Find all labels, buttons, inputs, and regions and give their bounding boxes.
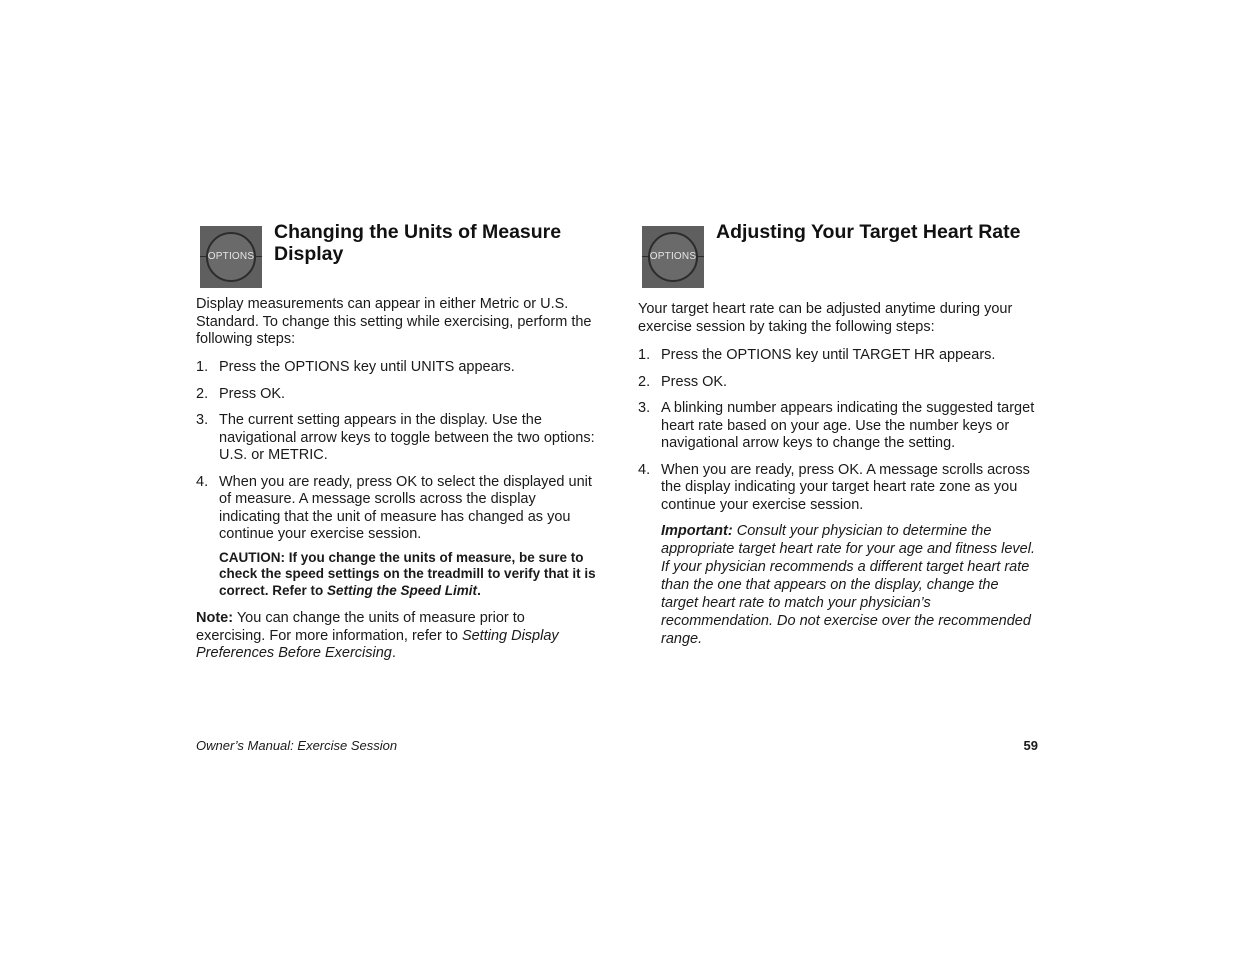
- options-key-icon: OPTIONS: [200, 226, 262, 288]
- footer-manual-title: Owner’s Manual: Exercise Session: [196, 738, 398, 753]
- list-item: 1. Press the OPTIONS key until UNITS appears.: [196, 359, 515, 375]
- section-heading: Adjusting Your Target Heart Rate: [716, 221, 1021, 243]
- caution-text: CAUTION: If you change the units of measure, be sure to check the speed settings on the treadmill to verify that it is correct. Refer to Setting the Speed Limit.: [219, 549, 596, 598]
- steps-list: [196, 359, 596, 608]
- page-number: 59: [1023, 738, 1038, 753]
- note-paragraph: Note: You can change the units of measure prior to exercising. For more information, refer to Setting Display Preferences Before Exercising.: [196, 610, 559, 661]
- intro-paragraph: Display measurements can appear in either Metric or U.S. Standard. To change this setting while exercising, perform the following steps:: [196, 296, 592, 347]
- steps-list: [638, 347, 1038, 657]
- list-item: 4. When you are ready, press OK. A message scrolls across the display indicating your target heart rate zone as you continue your exercise session.: [638, 461, 1030, 513]
- intro-paragraph: Your target heart rate can be adjusted anytime during your exercise session by taking the following steps:: [638, 301, 1013, 335]
- list-item: 2. Press OK.: [638, 373, 728, 390]
- list-item: 3. A blinking number appears indicating the suggested target heart rate based on your age. Use the number keys or navigational arrow keys to change the setting.: [638, 400, 1035, 451]
- options-key-icon: OPTIONS: [642, 226, 704, 288]
- section-heading: Changing the Units of Measure Display: [274, 221, 562, 265]
- important-note: Important: Consult your physician to determine the appropriate target heart rate for your age and fitness level. If your physician recommends a different target heart rate than the one that appears on the display, change the target heart rate to match your physician’s recommendation. Do not exercise over the recommended range.: [661, 523, 1035, 647]
- list-item: 3. The current setting appears in the display. Use the navigational arrow keys to toggle between the two options: U.S. or METRIC.: [196, 412, 595, 463]
- list-item: 1. Press the OPTIONS key until TARGET HR appears.: [638, 347, 996, 363]
- list-item: 2. Press OK.: [196, 385, 286, 402]
- list-item: 4. When you are ready, press OK to select the displayed unit of measure. A message scrolls across the display indicating that the unit of measure has changed as you continue your exercise session.: [196, 473, 592, 542]
